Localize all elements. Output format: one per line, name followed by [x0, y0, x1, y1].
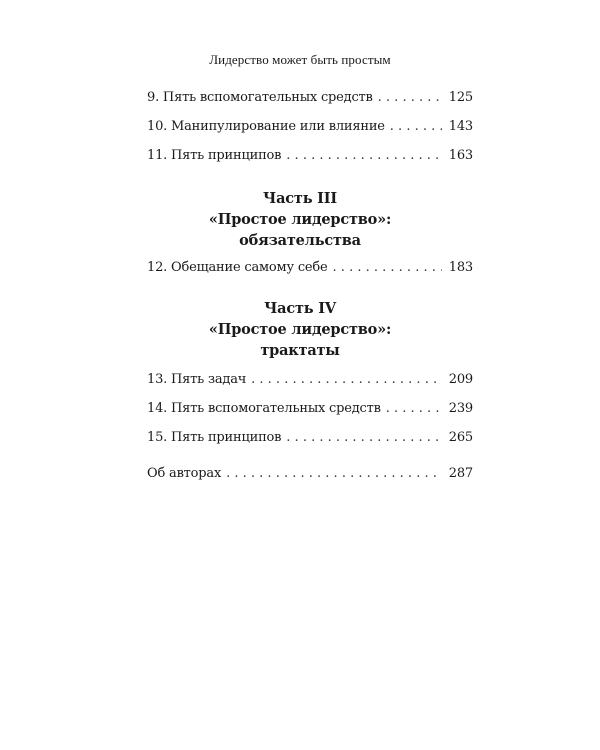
toc-entry-page: 287 [448, 466, 473, 481]
toc-group-2 [147, 260, 473, 280]
part-subtitle: обязательства [239, 232, 361, 249]
dot-leader [286, 430, 442, 445]
toc-entry-page: 265 [448, 430, 473, 445]
dot-leader [333, 260, 442, 275]
toc-group-3 [147, 372, 473, 450]
toc-entry-title: 15. Пять принципов [147, 430, 282, 445]
toc-entry[interactable] [147, 119, 473, 139]
toc-entry-page: 239 [448, 401, 473, 416]
dot-leader [286, 148, 442, 163]
part-heading-3 [0, 188, 600, 251]
toc-entry-title: 14. Пять вспомогательных средств [147, 401, 381, 416]
toc-entry-title: 12. Обещание самому себе [147, 260, 328, 275]
toc-entry-page: 163 [448, 148, 473, 163]
part-number: Часть III [263, 190, 337, 207]
toc-entry[interactable] [147, 260, 473, 280]
dot-leader [386, 401, 442, 416]
toc-entry-page: 209 [448, 372, 473, 387]
running-head: Лидерство может быть простым [209, 52, 391, 67]
toc-group-1 [147, 90, 473, 168]
toc-entry[interactable] [147, 148, 473, 168]
part-heading-4 [0, 298, 600, 361]
toc-entry-page: 183 [448, 260, 473, 275]
part-title: «Простое лидерство»: [208, 211, 392, 228]
dot-leader [390, 119, 442, 134]
toc-entry-title: 11. Пять принципов [147, 148, 282, 163]
toc-entry-title: 9. Пять вспомогательных средств [147, 90, 373, 105]
toc-entry[interactable] [147, 90, 473, 110]
dot-leader [378, 90, 442, 105]
toc-entry[interactable] [147, 401, 473, 421]
dot-leader [251, 372, 442, 387]
toc-entry-page: 143 [448, 119, 473, 134]
toc-entry-title: 13. Пять задач [147, 372, 247, 387]
toc-entry[interactable] [147, 466, 473, 486]
toc-entry-page: 125 [448, 90, 473, 105]
part-title: «Простое лидерство»: [208, 321, 392, 338]
toc-entry-title: 10. Манипулирование или влияние [147, 119, 385, 134]
toc-entry-title: Об авторах [147, 466, 222, 481]
toc-entry[interactable] [147, 372, 473, 392]
dot-leader [226, 466, 442, 481]
toc-entry[interactable] [147, 430, 473, 450]
toc-group-4 [147, 466, 473, 486]
part-subtitle: трактаты [260, 342, 340, 359]
part-number: Часть IV [264, 300, 336, 317]
